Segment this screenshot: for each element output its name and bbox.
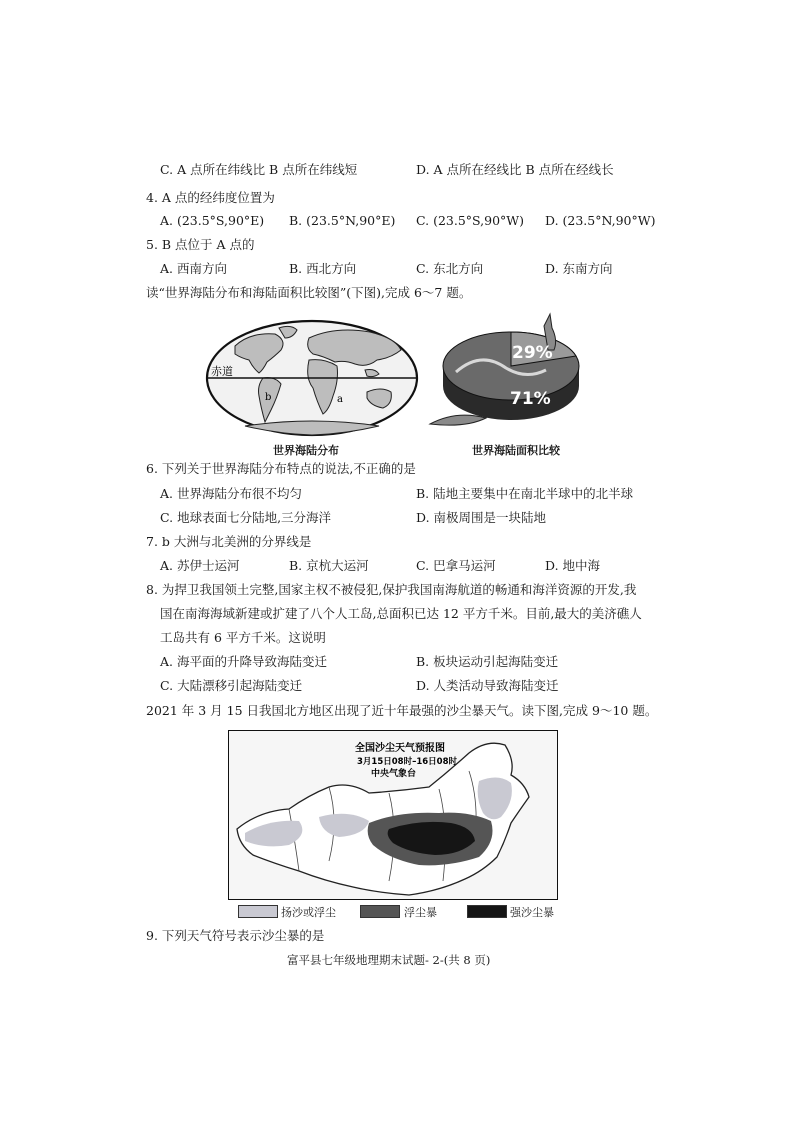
q6-option-a: A. 世界海陆分布很不均匀	[160, 486, 302, 501]
q8-option-c: C. 大陆漂移引起海陆变迁	[160, 678, 303, 693]
q6-option-d: D. 南极周围是一块陆地	[416, 510, 547, 525]
q6-option-b: B. 陆地主要集中在南北半球中的北半球	[416, 486, 634, 501]
map-issuer: 中央气象台	[371, 769, 417, 779]
q5-stem: 5. B 点位于 A 点的	[146, 237, 255, 252]
q4-option-c: C. (23.5°S,90°W)	[416, 213, 524, 228]
area-pie-caption: 世界海陆面积比较	[472, 444, 560, 457]
q6-stem: 6. 下列关于世界海陆分布特点的说法,不正确的是	[146, 461, 416, 476]
label-b: b	[265, 392, 272, 403]
q3-option-c: C. A 点所在纬线比 B 点所在纬线短	[160, 162, 358, 177]
land-percent: 29%	[512, 343, 553, 363]
q7-option-a: A. 苏伊士运河	[160, 558, 240, 573]
world-map-caption: 世界海陆分布	[273, 444, 339, 457]
dust-map-svg	[229, 731, 556, 898]
equator-label: 赤道	[211, 365, 233, 378]
label-a: a	[337, 394, 343, 405]
world-map-figure	[205, 318, 420, 438]
q8-option-a: A. 海平面的升降导致海陆变迁	[160, 654, 327, 669]
q5-option-a: A. 西南方向	[160, 261, 227, 276]
q7-option-d: D. 地中海	[545, 558, 601, 573]
q5-option-d: D. 东南方向	[545, 261, 613, 276]
legend-swatch-strong-dust-storm	[467, 905, 507, 918]
q7-stem: 7. b 大洲与北美洲的分界线是	[146, 534, 312, 549]
legend-swatch-dust-storm	[360, 905, 400, 918]
q6-option-c: C. 地球表面七分陆地,三分海洋	[160, 510, 332, 525]
q4-option-d: D. (23.5°N,90°W)	[545, 213, 656, 228]
q8-line-2: 国在南海海域新建或扩建了八个人工岛,总面积已达 12 平方千米。目前,最大的美济礁人	[160, 606, 642, 621]
map-time-range: 3月15日08时–16日08时	[357, 757, 457, 767]
legend-label-dust-storm: 浮尘暴	[404, 906, 437, 919]
q4-option-a: A. (23.5°S,90°E)	[160, 213, 265, 228]
q5-option-b: B. 西北方向	[289, 261, 357, 276]
legend-label-light-dust: 扬沙或浮尘	[281, 906, 336, 919]
antarctica-shape	[245, 421, 379, 435]
q5-option-c: C. 东北方向	[416, 261, 484, 276]
world-map-svg	[205, 318, 420, 438]
intro-6-7: 读“世界海陆分布和海陆面积比较图”(下图),完成 6～7 题。	[146, 285, 472, 300]
page-footer: 富平县七年级地理期末试题- 2-(共 8 页)	[287, 953, 491, 967]
area-pie-svg	[426, 310, 596, 436]
area-pie-figure	[426, 310, 596, 436]
q8-line-3: 工岛共有 6 平方千米。这说明	[160, 630, 326, 645]
legend-swatch-light-dust	[238, 905, 278, 918]
q4-option-b: B. (23.5°N,90°E)	[289, 213, 396, 228]
dust-forecast-map	[228, 730, 558, 900]
q7-option-c: C. 巴拿马运河	[416, 558, 496, 573]
q3-option-d: D. A 点所在经线比 B 点所在经线长	[416, 162, 614, 177]
legend-label-strong-dust-storm: 强沙尘暴	[510, 906, 554, 919]
q4-stem: 4. A 点的经纬度位置为	[146, 190, 275, 205]
q8-option-d: D. 人类活动导致海陆变迁	[416, 678, 559, 693]
dolphin-shape	[430, 415, 486, 425]
q8-option-b: B. 板块运动引起海陆变迁	[416, 654, 559, 669]
map-title: 全国沙尘天气预报图	[355, 743, 445, 754]
intro-9-10: 2021 年 3 月 15 日我国北方地区出现了近十年最强的沙尘暴天气。读下图,完成 9～10 题。	[146, 703, 658, 718]
ocean-percent: 71%	[510, 389, 551, 409]
q9-stem: 9. 下列天气符号表示沙尘暴的是	[146, 928, 325, 943]
q8-line-1: 8. 为捍卫我国领土完整,国家主权不被侵犯,保护我国南海航道的畅通和海洋资源的开发,我	[146, 582, 637, 597]
q7-option-b: B. 京杭大运河	[289, 558, 369, 573]
